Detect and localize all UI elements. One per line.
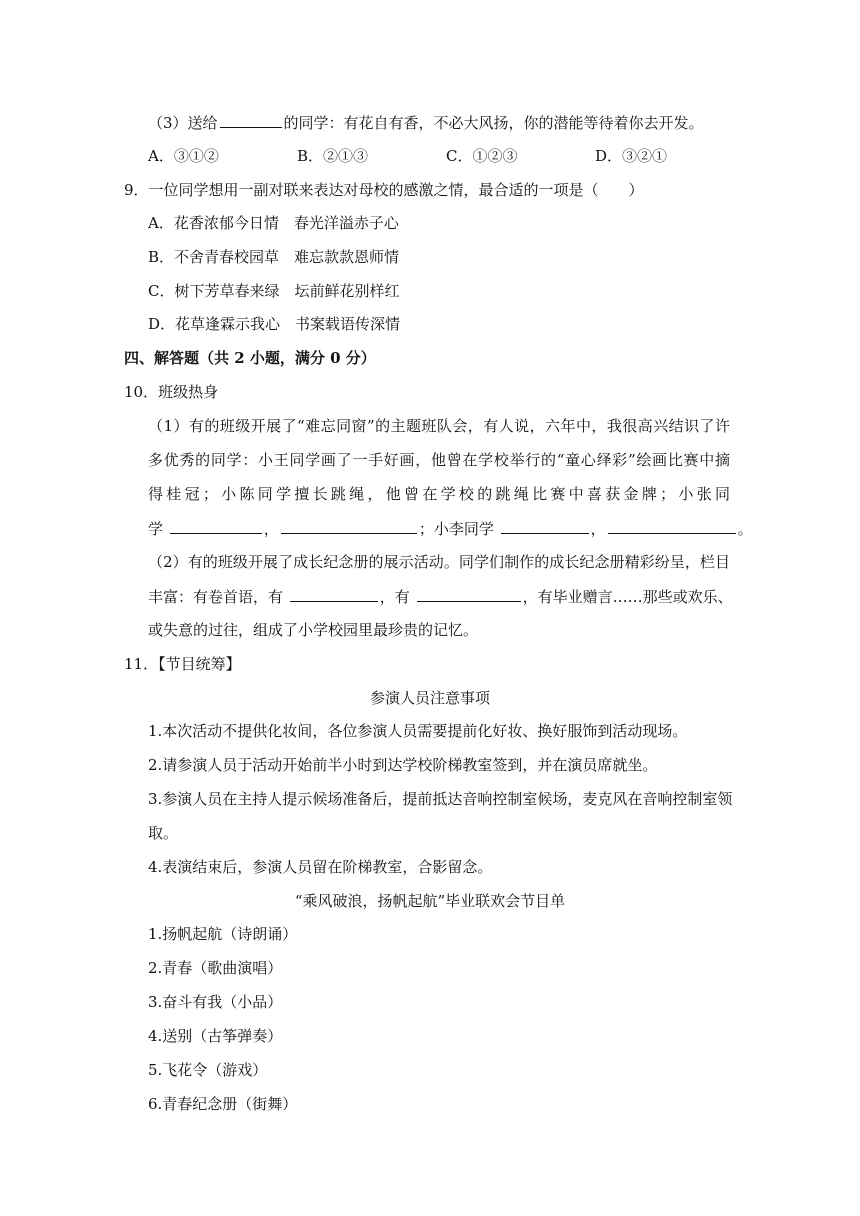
q10-p1-line2: 多优秀的同学：小王同学画了一手好画，他曾在学校举行的“童心绎彩”绘画比赛中摘 (148, 451, 730, 469)
q10-text: 。 (737, 520, 753, 538)
q9-option-d: D．花草逢霖示我心 书案载语传深情 (148, 315, 401, 333)
q8-option-b: B．②①③ (297, 147, 369, 165)
notice-item: 取。 (148, 824, 179, 842)
q10-text: 学 (148, 520, 164, 538)
answer-blank-album-2 (417, 586, 521, 602)
answer-blank-album-1 (290, 586, 378, 602)
q10-text: 丰富：有卷首语，有 (148, 588, 284, 606)
answer-blank-li-1 (501, 518, 589, 534)
q10-p1-line4 (148, 518, 753, 539)
section-heading: 四、解答题（共 2 小题，满分 0 分） (124, 349, 376, 367)
notice-item: 4.表演结束后，参演人员留在阶梯教室，合影留念。 (148, 858, 493, 876)
notice-item: 3.参演人员在主持人提示候场准备后，提前抵达音响控制室候场，麦克风在音响控制室领 (148, 790, 733, 808)
notice-title: 参演人员注意事项 (369, 689, 490, 707)
program-item: 6.青春纪念册（街舞） (148, 1095, 298, 1113)
answer-blank-li-2 (608, 518, 736, 534)
q10-p2-line2 (148, 586, 733, 607)
q9-option-a: A．花香浓郁今日情 春光洋溢赤子心 (148, 214, 399, 232)
program-item: 3.奋斗有我（小品） (148, 993, 283, 1011)
q10-text: ， (590, 520, 606, 538)
notice-item: 1.本次活动不提供化妆间，各位参演人员需要提前化好妆、换好服饰到活动现场。 (148, 722, 688, 740)
notice-item: 2.请参演人员于活动开始前半小时到达学校阶梯教室签到，并在演员席就坐。 (148, 756, 658, 774)
q10-p1-line1: （1）有的班级开展了“难忘同窗”的主题班队会，有人说，六年中，我很高兴结识了许 (148, 417, 730, 435)
q10-p1-line3: 得桂冠；小陈同学擅长跳绳，他曾在学校的跳绳比赛中喜获金牌；小张同 (148, 485, 730, 503)
q9-option-c: C．树下芳草春来绿 坛前鲜花别样红 (148, 282, 400, 300)
q10-text: ，有 (379, 588, 410, 606)
q9-option-b: B．不舍青春校园草 难忘款款恩师情 (148, 248, 400, 266)
program-item: 2.青春（歌曲演唱） (148, 959, 283, 977)
q10-text: ；小李同学 (418, 520, 494, 538)
answer-blank-zhang-2 (281, 518, 417, 534)
q8-item3-blank (220, 112, 282, 128)
q8-item3 (148, 112, 704, 133)
q8-item3-prefix: （3）送给 (148, 114, 218, 132)
q10-p2-line3: 或失意的过往，组成了小学校园里最珍贵的记忆。 (148, 621, 479, 639)
q10-p2-line1: （2）有的班级开展了成长纪念册的展示活动。同学们制作的成长纪念册精彩纷呈，栏目 (148, 553, 730, 571)
answer-blank-zhang-1 (170, 518, 262, 534)
q10-text: ，有毕业赠言……那些或欢乐、 (522, 588, 733, 606)
program-item: 1.扬帆起航（诗朗诵） (148, 925, 298, 943)
q11-title: 11．【节目统筹】 (124, 655, 241, 673)
program-item: 5.飞花令（游戏） (148, 1061, 268, 1079)
q9-stem: 9．一位同学想用一副对联来表达对母校的感激之情，最合适的一项是（ ） (124, 181, 644, 199)
q8-option-a: A．③①② (148, 147, 219, 165)
q8-item3-suffix: 的同学：有花自有香，不必大风扬，你的潜能等待着你去开发。 (283, 114, 704, 132)
q8-option-d: D．③②① (595, 147, 668, 165)
program-title: “乘风破浪，扬帆起航”毕业联欢会节目单 (294, 892, 566, 910)
q8-option-c: C．①②③ (446, 147, 518, 165)
program-item: 4.送别（古筝弹奏） (148, 1027, 283, 1045)
q10-text: ， (263, 520, 279, 538)
q10-title: 10．班级热身 (124, 383, 219, 401)
